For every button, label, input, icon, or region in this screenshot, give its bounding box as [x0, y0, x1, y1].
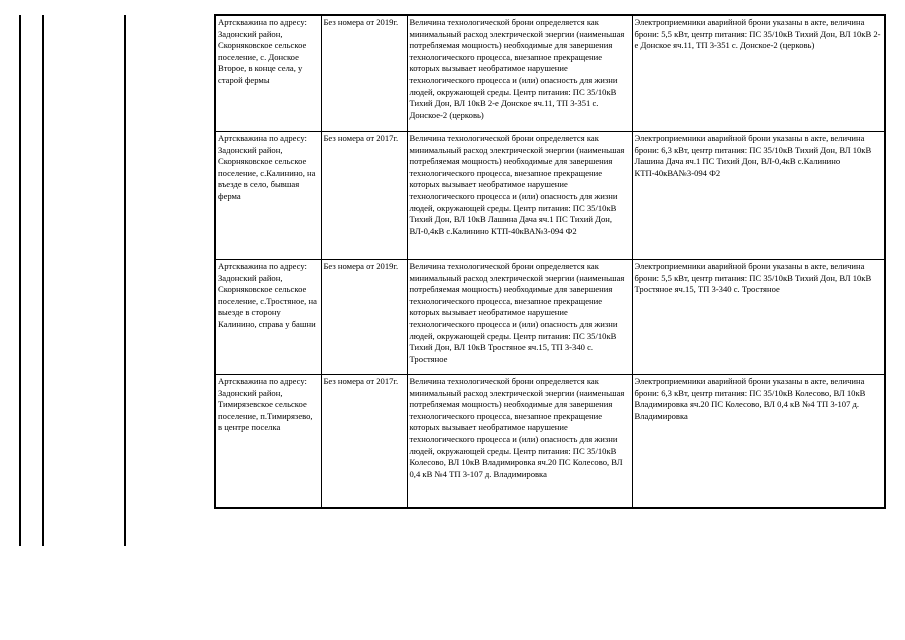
- notes-cell: Электроприемники аварийной брони указаны в акте, величина брони: 6,3 кВт, центр питания: ПС 35/10кВ Колесово, ВЛ 10кВ Владимировка яч.20 ПС Колесово, ВЛ 0,4 кВ №4 ТП 3-107 д. Владимировка: [632, 375, 885, 509]
- description-cell: Величина технологической брони определяется как минимальный расход электрической энергии (наименьшая потребляемая мощность) необходимые для завершения технологического процесса, внезапное прекращение которых вызывает необратимое нарушение технологического процесса и (или) опасность для жизни людей, окружающей среды. Центр питания: ПС 35/10кВ Тихий Дон, ВЛ 10кВ 2-е Донское яч.11, ТП 3-351 с. Донское-2 (церковь): [407, 15, 632, 132]
- notes-cell: Электроприемники аварийной брони указаны в акте, величина брони: 6,3 кВт, центр питания: ПС 35/10кВ Тихий Дон, ВЛ 10кВ Лашина Дача яч.1 ПС Тихий Дон, ВЛ-0,4кВ с.Калинино КТП-40кВА№3-094 Ф2: [632, 132, 885, 260]
- left-border-line-1: [19, 15, 21, 546]
- notes-cell: Электроприемники аварийной брони указаны в акте, величина брони: 5,5 кВт, центр питания: ПС 35/10кВ Тихий Дон, ВЛ 10кВ 2-е Донское яч.11, ТП 3-351 с. Донское-2 (церковь): [632, 15, 885, 132]
- description-cell: Величина технологической брони определяется как минимальный расход электрической энергии (наименьшая потребляемая мощность) необходимые для завершения технологического процесса, внезапное прекращение которых вызывает необратимое нарушение технологического процесса и (или) опасность для жизни людей, окружающей среды. Центр питания: ПС 35/10кВ Тихий Дон, ВЛ 10кВ Тростяное яч.15, ТП 3-340 с. Тростяное: [407, 260, 632, 375]
- object-cell: Артскважина по адресу: Задонский район, Скорняковское сельское поселение, с. Донское Второе, в конце села, у старой фермы: [215, 15, 321, 132]
- notes-cell: Электроприемники аварийной брони указаны в акте, величина брони: 5,5 кВт, центр питания: ПС 35/10кВ Тихий Дон, ВЛ 10кВ Тростяное яч.15, ТП 3-340 с. Тростяное: [632, 260, 885, 375]
- left-border-line-3: [124, 15, 126, 546]
- description-cell: Величина технологической брони определяется как минимальный расход электрической энергии (наименьшая потребляемая мощность) необходимые для завершения технологического процесса, внезапное прекращение которых вызывает необратимое нарушение технологического процесса и (или) опасность для жизни людей, окружающей среды. Центр питания: ПС 35/10кВ Колесово, ВЛ 10кВ Владимировка яч.20 ПС Колесово, ВЛ 0,4 кВ №4 ТП 3-107 д. Владимировка: [407, 375, 632, 509]
- description-cell: Величина технологической брони определяется как минимальный расход электрической энергии (наименьшая потребляемая мощность) необходимые для завершения технологического процесса, внезапное прекращение которых вызывает необратимое нарушение технологического процесса и (или) опасность для жизни людей, окружающей среды. Центр питания: ПС 35/10кВ Тихий Дон, ВЛ 10кВ Лашина Дача яч.1 ПС Тихий Дон, ВЛ-0,4кВ с.Калинино КТП-40кВА№3-094 Ф2: [407, 132, 632, 260]
- table-row: [215, 15, 885, 132]
- act-cell: Без номера от 2017г.: [321, 132, 407, 260]
- object-cell: Артскважина по адресу: Задонский район, Скорняковское сельское поселение, с.Калинино, на въезде в село, бывшая ферма: [215, 132, 321, 260]
- object-cell: Артскважина по адресу: Задонский район, Тимирязевское сельское поселение, п.Тимирязево, в центре поселка: [215, 375, 321, 509]
- table-row: [215, 132, 885, 260]
- act-cell: Без номера от 2017г.: [321, 375, 407, 509]
- table-row: [215, 375, 885, 509]
- act-cell: Без номера от 2019г.: [321, 15, 407, 132]
- table-row: [215, 260, 885, 375]
- reserve-table: [214, 14, 886, 509]
- left-border-line-2: [42, 15, 44, 546]
- act-cell: Без номера от 2019г.: [321, 260, 407, 375]
- object-cell: Артскважина по адресу: Задонский район, Скорняковское сельское поселение, с.Тростяное, на выезде в сторону Калинино, справа у башни: [215, 260, 321, 375]
